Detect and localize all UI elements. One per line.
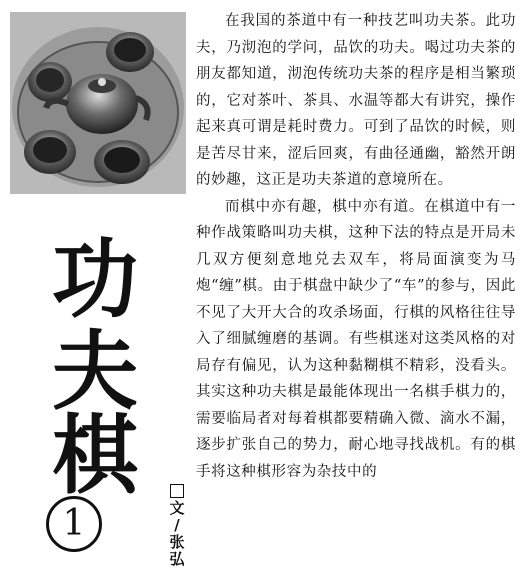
credit-char: 文 [169, 499, 185, 517]
author-credit [166, 482, 188, 568]
tea-set-icon [10, 12, 186, 194]
credit-char: 弘 [169, 550, 185, 568]
title-char-1: 功 [52, 230, 138, 330]
credit-char: / [174, 516, 180, 534]
credit-box-icon [170, 484, 184, 498]
tea-set-photo [10, 12, 186, 194]
title-char-3: 棋 [52, 406, 138, 506]
article-body [196, 8, 516, 485]
title-char-2: 夫 [52, 322, 138, 422]
paragraph-2: 而棋中亦有趣，棋中亦有道。在棋道中有一种作战策略叫功夫棋，这种下法的特点是开局未几双方便刻意地兑去双车，将局面演变为马炮“缠”棋。由于棋盘中缺少了“车”的参与，因此不见了大开大合的攻杀场面，行棋的风格往往导入了细腻缠磨的基调。有些棋迷对这类风格的对局存有偏见，认为这种黏糊棋不精彩，没看头。其实这种功夫棋是最能体现出一名棋手棋力的，需要临局者对每着棋都要精确入微、滴水不漏，逐步扩张自己的势力，耐心地寻找战机。有的棋手将这种棋形容为杂技中的 [196, 198, 516, 480]
paragraph-1: 在我国的茶道中有一种技艺叫功夫茶。此功夫，乃沏泡的学问，品饮的功夫。喝过功夫茶的朋友都知道，沏泡传统功夫茶的程序是相当繁琐的，它对茶叶、茶具、水温等都大有讲究，操作起来真可谓是耗时费力。可到了品饮的时候，则是苦尽甘来，涩后回爽，有曲径通幽，豁然开朗的妙趣，这正是功夫茶道的意境所在。 [196, 13, 516, 188]
series-number: 1 [46, 496, 102, 552]
credit-char: 张 [169, 533, 185, 551]
